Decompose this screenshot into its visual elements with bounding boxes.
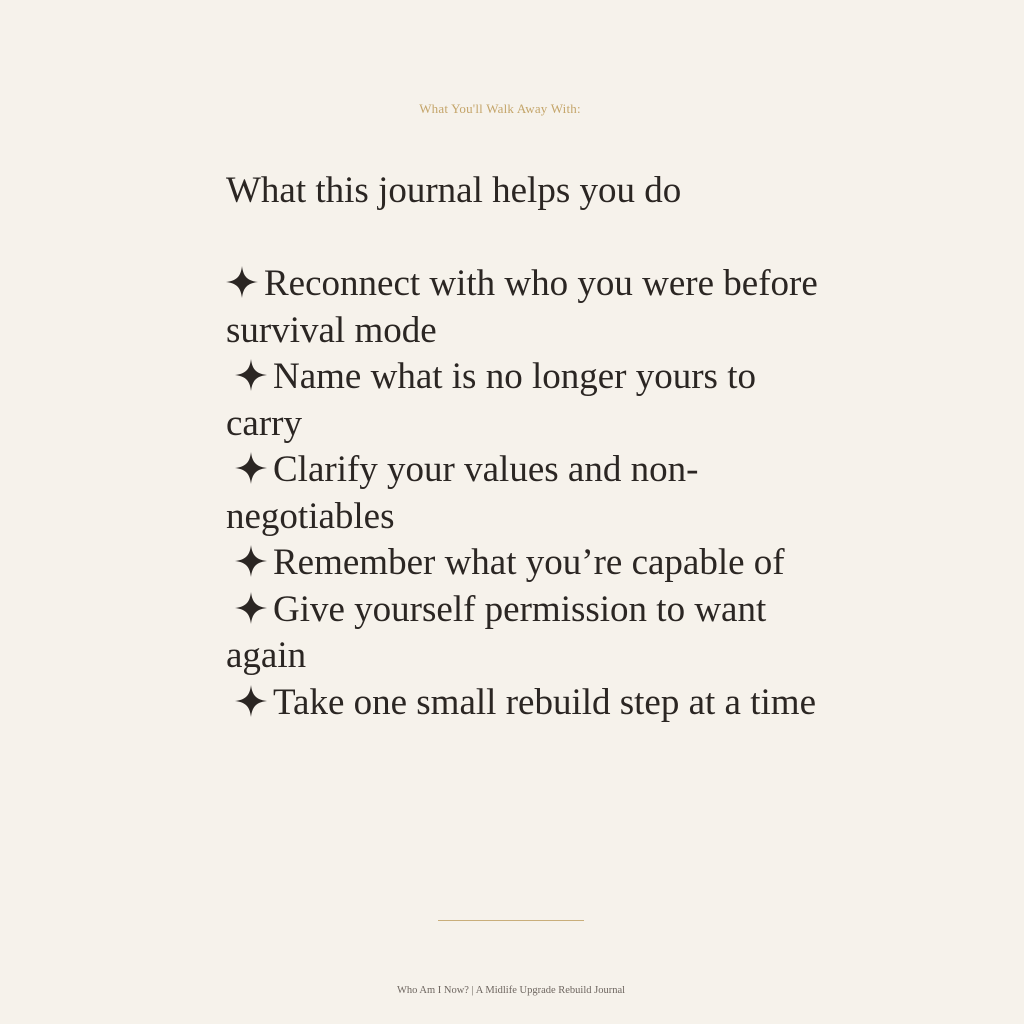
benefit-text: Reconnect with who you were before survival mode (226, 263, 818, 351)
benefit-text: Name what is no longer yours to carry (226, 356, 756, 444)
benefit-list (226, 261, 826, 726)
footer-text: Who Am I Now? | A Midlife Upgrade Rebuild Journal (396, 985, 626, 996)
page-heading: What this journal helps you do (226, 170, 682, 211)
benefit-item (226, 587, 826, 680)
main-content (226, 168, 826, 726)
benefit-text: Give yourself permission to want again (226, 588, 767, 676)
eyebrow-title: What You'll Walk Away With: (419, 101, 581, 116)
sparkle-icon (226, 266, 258, 298)
sparkle-icon (235, 685, 267, 717)
benefit-item (226, 354, 826, 447)
benefit-text: Remember what you’re capable of (273, 542, 785, 583)
benefit-item (226, 680, 826, 727)
benefit-item (226, 447, 826, 540)
sparkle-icon (235, 452, 267, 484)
sparkle-icon (235, 545, 267, 577)
benefit-text: Clarify your values and non-negotiables (226, 449, 699, 537)
benefit-text: Take one small rebuild step at a time (273, 681, 816, 723)
benefit-item (226, 540, 826, 587)
footer-divider (438, 920, 584, 921)
sparkle-icon (235, 592, 267, 624)
sparkle-icon (235, 359, 267, 391)
benefit-item (226, 261, 826, 354)
